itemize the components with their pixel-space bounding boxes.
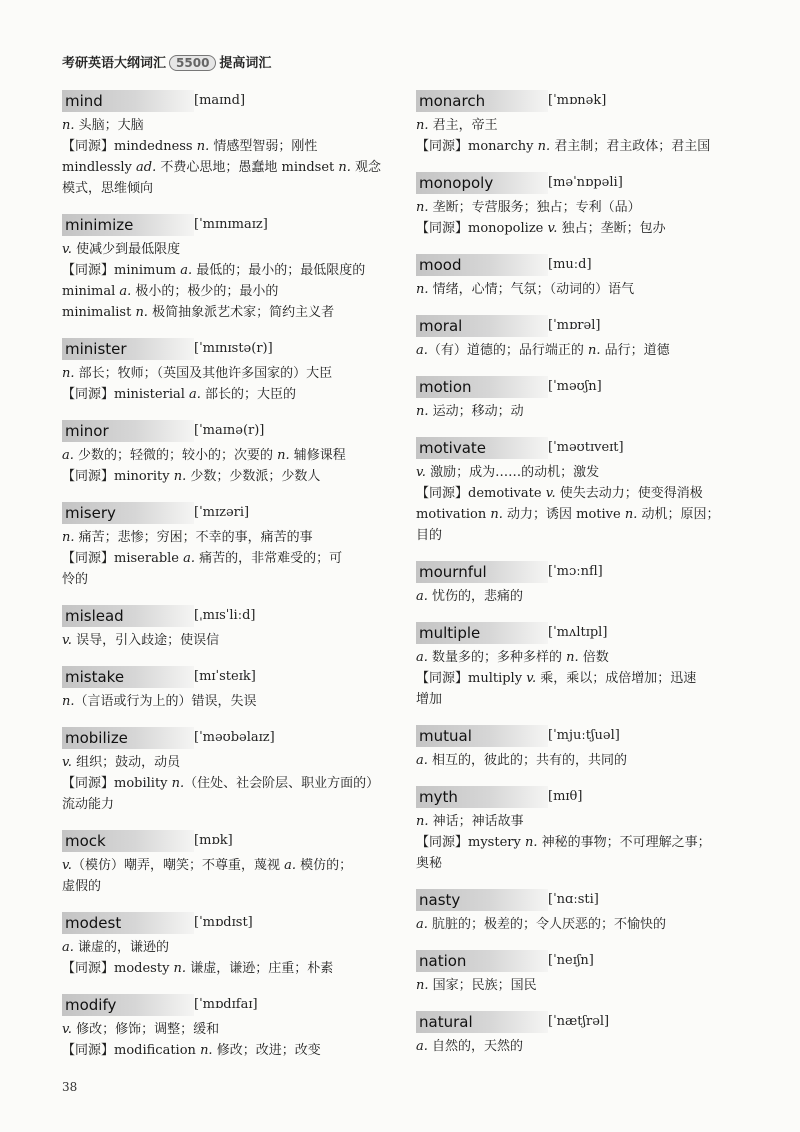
definition-text: 观念 xyxy=(350,160,382,175)
definition-line xyxy=(62,937,402,958)
part-of-speech: n. xyxy=(135,305,148,320)
headword-row xyxy=(416,376,756,398)
headword-row xyxy=(416,622,756,644)
headword: modest xyxy=(62,912,194,934)
phonetic: [ˈməʊʃn] xyxy=(548,379,602,394)
headword-row xyxy=(62,912,402,934)
headword-row xyxy=(416,1011,756,1033)
headword-row xyxy=(416,315,756,337)
definition-text: 使失去动力；使变得消极 xyxy=(555,486,703,501)
entry-modest xyxy=(62,912,402,979)
phonetic: [maɪnd] xyxy=(194,93,246,108)
definition-line xyxy=(62,855,402,876)
definition-line xyxy=(416,586,756,607)
definition-text: 痛苦；悲惨；穷困；不幸的事，痛苦的事 xyxy=(74,530,313,545)
headword: monopoly xyxy=(416,172,548,194)
part-of-speech: a. xyxy=(180,263,193,278)
definition-text: 少数的；轻微的；较小的；次要的 xyxy=(73,448,278,463)
phonetic: [məˈnɒpəli] xyxy=(548,175,623,190)
definition-text: 修改；修饰；调整；缓和 xyxy=(71,1022,220,1037)
word-count-badge: 5500 xyxy=(169,55,216,71)
definition-text: 独占；垄断；包办 xyxy=(557,221,666,236)
part-of-speech: v. xyxy=(545,486,556,501)
phonetic: [ˈmɒdɪst] xyxy=(194,915,253,930)
part-of-speech: n. xyxy=(416,814,429,829)
headword-row xyxy=(416,950,756,972)
definition-text: 模式，思维倾向 xyxy=(62,181,154,196)
definition-line xyxy=(62,178,402,199)
definition-text: 运动；移动；动 xyxy=(428,404,524,419)
part-of-speech: ad. xyxy=(136,160,157,175)
definition-text: 部长的；大臣的 xyxy=(200,387,297,402)
headword-row xyxy=(416,889,756,911)
definition-line xyxy=(416,750,756,771)
left-column xyxy=(62,90,402,1061)
definition-text: 君主制；君主政体；君主国 xyxy=(550,139,711,154)
part-of-speech: n. xyxy=(416,118,429,133)
header-title-post: 提高词汇 xyxy=(219,56,272,71)
definition-text: minimal xyxy=(62,284,120,299)
definition-text: 部长；牧师；（英国及其他许多国家的）大臣 xyxy=(74,366,333,381)
definition-line xyxy=(416,668,756,689)
definition-text: 修改；改进；改变 xyxy=(212,1043,321,1058)
definition-line xyxy=(62,958,402,979)
headword: minimize xyxy=(62,214,194,236)
definition-text: （住处、社会阶层、职业方面的） xyxy=(184,776,380,791)
part-of-speech: n. xyxy=(173,469,187,484)
headword: natural xyxy=(416,1011,548,1033)
definition-line xyxy=(62,136,402,157)
entry-mobilize xyxy=(62,727,402,815)
headword: mistake xyxy=(62,666,194,688)
part-of-speech: n. xyxy=(171,776,185,791)
definition-line xyxy=(416,689,756,710)
headword-row xyxy=(416,725,756,747)
part-of-speech: n. xyxy=(416,200,429,215)
entry-mind xyxy=(62,90,402,199)
part-of-speech: v. xyxy=(416,465,426,480)
definition-line xyxy=(416,136,756,157)
definition-line xyxy=(62,239,402,260)
definition-text: 使减少到最低限度 xyxy=(71,242,181,257)
definition-line xyxy=(62,527,402,548)
definition-text: 增加 xyxy=(416,692,443,707)
part-of-speech: n. xyxy=(524,835,538,850)
definition-line xyxy=(416,401,756,422)
part-of-speech: v. xyxy=(526,671,537,686)
definition-line xyxy=(62,548,402,569)
definition-text: 奥秘 xyxy=(416,856,443,871)
definition-line xyxy=(416,525,756,546)
definition-line xyxy=(62,115,402,136)
phonetic: [ˌmɪsˈliːd] xyxy=(194,608,256,623)
part-of-speech: n. xyxy=(416,282,429,297)
headword-row xyxy=(416,172,756,194)
definition-text: （言语或行为上的）错误，失误 xyxy=(74,694,257,709)
headword-row xyxy=(62,338,402,360)
definition-text: 【同源】modesty xyxy=(62,961,174,976)
definition-text: 头脑；大脑 xyxy=(74,118,144,133)
part-of-speech: n. xyxy=(62,530,75,545)
definition-line xyxy=(62,1040,402,1061)
definition-line xyxy=(416,853,756,874)
phonetic: [ˈmʌltɪpl] xyxy=(548,625,608,640)
definition-line xyxy=(62,794,402,815)
definition-line xyxy=(62,1019,402,1040)
part-of-speech: v. xyxy=(62,1022,72,1037)
definition-text: 肮脏的；极差的；令人厌恶的；不愉快的 xyxy=(427,917,667,932)
part-of-speech: n. xyxy=(416,978,429,993)
part-of-speech: n. xyxy=(490,507,503,522)
definition-text: 忧伤的，悲痛的 xyxy=(427,589,524,604)
part-of-speech: a. xyxy=(284,858,296,873)
definition-line xyxy=(416,462,756,483)
definition-line xyxy=(62,752,402,773)
definition-text: 乘，乘以；成倍增加；迅速 xyxy=(536,671,697,686)
entry-natural xyxy=(416,1011,756,1057)
part-of-speech: v. xyxy=(62,755,72,770)
headword-row xyxy=(62,830,402,852)
headword: minor xyxy=(62,420,194,442)
headword: monarch xyxy=(416,90,548,112)
headword: mislead xyxy=(62,605,194,627)
part-of-speech: n. xyxy=(62,366,75,381)
definition-line xyxy=(62,384,402,405)
part-of-speech: a. xyxy=(416,650,428,665)
definition-text: 极小的；极少的；最小的 xyxy=(131,284,279,299)
definition-line xyxy=(416,1036,756,1057)
phonetic: [ˈmɪnɪmaɪz] xyxy=(194,217,268,232)
phonetic: [ˈməʊbəlaɪz] xyxy=(194,730,275,745)
headword-row xyxy=(62,420,402,442)
phonetic: [ˈneɪʃn] xyxy=(548,953,594,968)
definition-text: 组织；鼓动，动员 xyxy=(71,755,181,770)
phonetic: [mɪˈsteɪk] xyxy=(194,669,256,684)
phonetic: [ˈmɪzəri] xyxy=(194,505,250,520)
definition-text: 【同源】minimum xyxy=(62,263,181,278)
definition-line xyxy=(416,340,756,361)
part-of-speech: v. xyxy=(62,858,72,873)
definition-line xyxy=(416,811,756,832)
headword: nation xyxy=(416,950,548,972)
definition-text: 【同源】miserable xyxy=(62,551,184,566)
phonetic: [ˈmaɪnə(r)] xyxy=(194,423,265,438)
definition-text: minimalist xyxy=(62,305,136,320)
headword: myth xyxy=(416,786,548,808)
phonetic: [mɪθ] xyxy=(548,789,583,804)
definition-line xyxy=(62,691,402,712)
definition-line xyxy=(62,157,402,178)
headword: mournful xyxy=(416,561,548,583)
entry-mistake xyxy=(62,666,402,712)
phonetic: [ˈmɒnək] xyxy=(548,93,607,108)
definition-line xyxy=(416,914,756,935)
phonetic: [ˈmɪnɪstə(r)] xyxy=(194,341,273,356)
definition-line xyxy=(62,876,402,897)
definition-text: 情感型智弱；刚性 xyxy=(209,139,318,154)
definition-text: 神话；神话故事 xyxy=(428,814,524,829)
definition-text: 【同源】mobility xyxy=(62,776,172,791)
entry-multiple xyxy=(416,622,756,710)
headword-row xyxy=(416,786,756,808)
part-of-speech: a. xyxy=(189,387,201,402)
definition-text: 自然的，天然的 xyxy=(427,1039,524,1054)
headword: mood xyxy=(416,254,548,276)
headword-row xyxy=(62,605,402,627)
part-of-speech: a. xyxy=(416,753,428,768)
part-of-speech: a. xyxy=(416,1039,428,1054)
headword-row xyxy=(62,666,402,688)
part-of-speech: n. xyxy=(338,160,351,175)
phonetic: [mɒk] xyxy=(194,833,233,848)
entry-modify xyxy=(62,994,402,1061)
definition-text: 情绪，心情；气氛；（动词的）语气 xyxy=(428,282,635,297)
headword-row xyxy=(416,561,756,583)
definition-text: 数量多的；多种多样的 xyxy=(427,650,567,665)
definition-line xyxy=(416,115,756,136)
page-number: 38 xyxy=(62,1080,78,1094)
headword-row xyxy=(62,214,402,236)
definition-text: 君主，帝王 xyxy=(428,118,498,133)
part-of-speech: a. xyxy=(416,589,428,604)
part-of-speech: a. xyxy=(62,448,74,463)
headword: multiple xyxy=(416,622,548,644)
part-of-speech: n. xyxy=(537,139,551,154)
entry-monopoly xyxy=(416,172,756,239)
entry-mutual xyxy=(416,725,756,771)
headword-row xyxy=(62,994,402,1016)
definition-text: 【同源】ministerial xyxy=(62,387,190,402)
definition-line xyxy=(62,466,402,487)
part-of-speech: n. xyxy=(277,448,290,463)
part-of-speech: a. xyxy=(183,551,196,566)
entry-misery xyxy=(62,502,402,590)
definition-text: 虚假的 xyxy=(62,879,102,894)
headword: mutual xyxy=(416,725,548,747)
definition-line xyxy=(62,281,402,302)
part-of-speech: a. xyxy=(416,343,428,358)
definition-line xyxy=(62,302,402,323)
definition-line xyxy=(416,279,756,300)
definition-text: 倍数 xyxy=(578,650,609,665)
part-of-speech: n. xyxy=(62,694,75,709)
definition-text: 动机；原因； xyxy=(637,507,720,522)
part-of-speech: n. xyxy=(200,1043,213,1058)
definition-text: 【同源】demotivate xyxy=(416,486,546,501)
phonetic: [ˈmjuːtʃuəl] xyxy=(548,728,620,743)
definition-line xyxy=(62,630,402,651)
phonetic: [ˈnɑːsti] xyxy=(548,892,599,907)
headword: mind xyxy=(62,90,194,112)
definition-line xyxy=(62,260,402,281)
headword: misery xyxy=(62,502,194,524)
part-of-speech: a. xyxy=(62,940,74,955)
definition-text: 怜的 xyxy=(62,572,89,587)
definition-text: （模仿）嘲弄，嘲笑；不尊重，蔑视 xyxy=(71,858,285,873)
part-of-speech: n. xyxy=(588,343,601,358)
part-of-speech: a. xyxy=(416,917,428,932)
entry-motion xyxy=(416,376,756,422)
entry-monarch xyxy=(416,90,756,157)
definition-text: 【同源】monarchy xyxy=(416,139,538,154)
phonetic: [ˈmɒrəl] xyxy=(548,318,601,333)
definition-text: 少数；少数派；少数人 xyxy=(186,469,321,484)
entry-motivate xyxy=(416,437,756,546)
definition-line xyxy=(416,197,756,218)
entry-minor xyxy=(62,420,402,487)
phonetic: [muːd] xyxy=(548,257,592,272)
definition-text: 极简抽象派艺术家；简约主义者 xyxy=(147,305,335,320)
definition-text: 【同源】monopolize xyxy=(416,221,548,236)
definition-text: 误导，引入歧途；使误信 xyxy=(71,633,220,648)
definition-text: 国家；民族；国民 xyxy=(428,978,537,993)
headword: mock xyxy=(62,830,194,852)
definition-text: 谦虚，谦逊；庄重；朴素 xyxy=(186,961,334,976)
part-of-speech: n. xyxy=(566,650,579,665)
part-of-speech: v. xyxy=(547,221,558,236)
definition-line xyxy=(416,483,756,504)
definition-text: 品行；道德 xyxy=(600,343,670,358)
definition-line xyxy=(62,445,402,466)
phonetic: [ˈmɒdɪfaɪ] xyxy=(194,997,258,1012)
definition-text: 不费心思地；愚蠢地 mindset xyxy=(156,160,339,175)
definition-text: 激励；成为……的动机；激发 xyxy=(425,465,600,480)
definition-line xyxy=(62,773,402,794)
entry-moral xyxy=(416,315,756,361)
entry-minister xyxy=(62,338,402,405)
definition-text: 痛苦的，非常难受的；可 xyxy=(195,551,343,566)
headword-row xyxy=(62,502,402,524)
part-of-speech: v. xyxy=(62,633,72,648)
definition-text: 流动能力 xyxy=(62,797,115,812)
headword-row xyxy=(416,90,756,112)
headword: nasty xyxy=(416,889,548,911)
definition-text: 辅修课程 xyxy=(289,448,346,463)
definition-text: 谦虚的，谦逊的 xyxy=(73,940,170,955)
definition-line xyxy=(416,218,756,239)
entry-mock xyxy=(62,830,402,897)
definition-text: （有）道德的；品行端正的 xyxy=(427,343,589,358)
definition-line xyxy=(416,832,756,853)
definition-text: 【同源】minority xyxy=(62,469,174,484)
definition-line xyxy=(416,647,756,668)
entry-myth xyxy=(416,786,756,874)
definition-text: motivation xyxy=(416,507,491,522)
right-column xyxy=(416,90,756,1057)
entry-nation xyxy=(416,950,756,996)
definition-text: 模仿的； xyxy=(295,858,353,873)
headword: modify xyxy=(62,994,194,1016)
definition-text: 最低的；最小的；最低限度的 xyxy=(192,263,366,278)
definition-text: 动力；诱因 motive xyxy=(502,507,625,522)
entry-mood xyxy=(416,254,756,300)
definition-text: 【同源】multiply xyxy=(416,671,527,686)
part-of-speech: a. xyxy=(119,284,132,299)
entry-nasty xyxy=(416,889,756,935)
entry-mournful xyxy=(416,561,756,607)
entry-minimize xyxy=(62,214,402,323)
definition-text: 【同源】mystery xyxy=(416,835,525,850)
part-of-speech: n. xyxy=(196,139,210,154)
header-title-pre: 考研英语大纲词汇 xyxy=(62,56,167,71)
definition-text: 相互的，彼此的；共有的，共同的 xyxy=(427,753,628,768)
part-of-speech: n. xyxy=(173,961,187,976)
definition-line xyxy=(62,363,402,384)
definition-line xyxy=(62,569,402,590)
headword-row xyxy=(62,727,402,749)
running-header xyxy=(62,52,271,71)
part-of-speech: n. xyxy=(624,507,638,522)
phonetic: [ˈmɔːnfl] xyxy=(548,564,603,579)
headword: moral xyxy=(416,315,548,337)
headword: mobilize xyxy=(62,727,194,749)
definition-text: 垄断；专营服务；独占；专利（品） xyxy=(428,200,641,215)
headword: motion xyxy=(416,376,548,398)
headword-row xyxy=(416,437,756,459)
phonetic: [ˈməʊtɪveɪt] xyxy=(548,440,624,455)
part-of-speech: n. xyxy=(416,404,429,419)
headword: minister xyxy=(62,338,194,360)
definition-text: 【同源】mindedness xyxy=(62,139,197,154)
headword: motivate xyxy=(416,437,548,459)
definition-line xyxy=(416,975,756,996)
part-of-speech: n. xyxy=(62,118,75,133)
definition-line xyxy=(416,504,756,525)
definition-text: mindlessly xyxy=(62,160,137,175)
headword-row xyxy=(62,90,402,112)
definition-text: 【同源】modification xyxy=(62,1043,201,1058)
phonetic: [ˈnætʃrəl] xyxy=(548,1014,610,1029)
headword-row xyxy=(416,254,756,276)
part-of-speech: v. xyxy=(62,242,72,257)
entry-mislead xyxy=(62,605,402,651)
definition-text: 目的 xyxy=(416,528,443,543)
definition-text: 神秘的事物；不可理解之事； xyxy=(537,835,711,850)
